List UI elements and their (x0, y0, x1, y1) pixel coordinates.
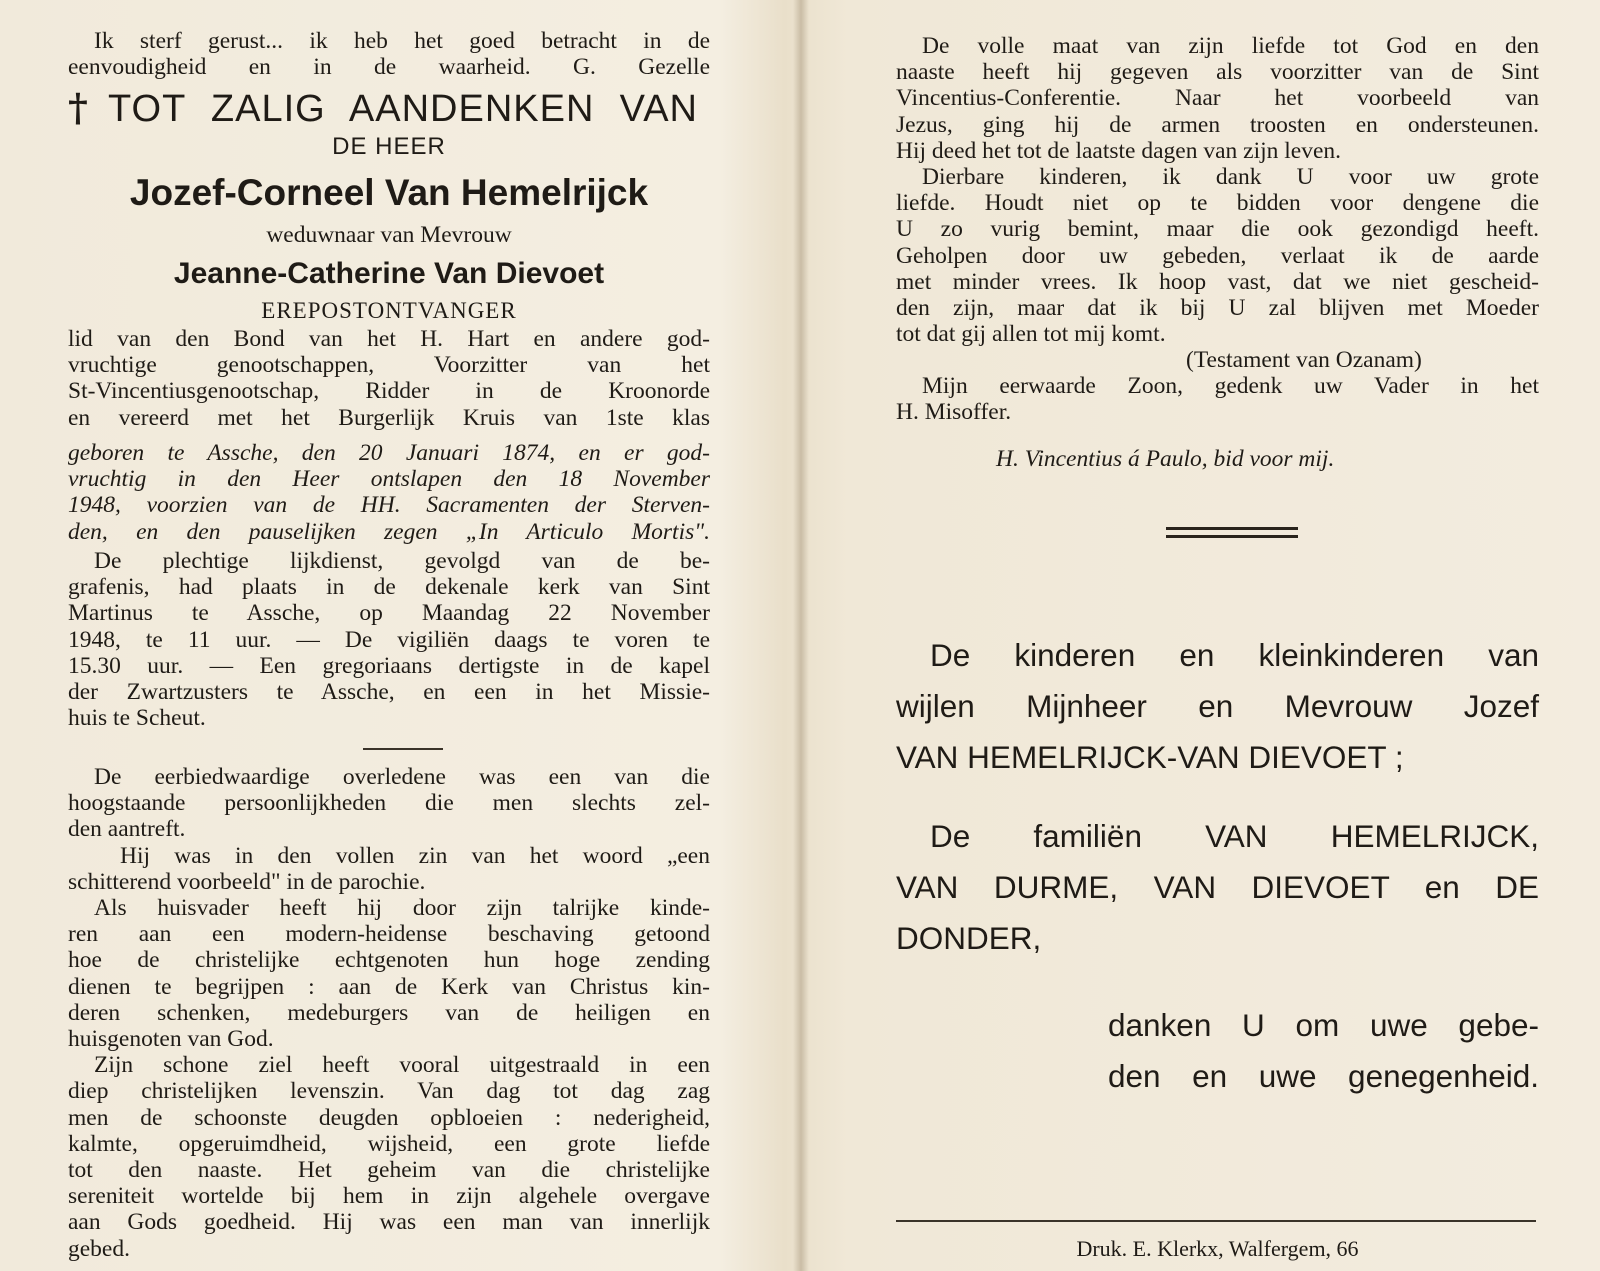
birth-death-line: vruchtig in den Heer ontslapen den 18 November (68, 466, 710, 493)
birth-death-line: 1948, voorzien van de HH. Sacramenten der Sterven- (68, 492, 710, 519)
testament-line: Dierbare kinderen, ik dank U voor uw grote (922, 164, 1539, 190)
family-block (896, 630, 1539, 783)
family-line: VAN HEMELRIJCK-VAN DIEVOET ; (896, 739, 1404, 775)
tribute-line: huisgenoten van God. (68, 1026, 274, 1053)
thanks-block (1108, 1000, 1539, 1102)
memberships-line: lid van den Bond van het H. Hart en andere god- (68, 326, 710, 352)
testament-line: den zijn, maar dat ik bij U zal blijven met Moeder (896, 295, 1539, 322)
cross-icon: † (68, 85, 89, 130)
honorific: DE HEER (332, 133, 446, 160)
testament-line: tot dat gij allen tot mij komt. (896, 321, 1166, 348)
families-line: DONDER, (896, 920, 1042, 956)
tribute-line: De eerbiedwaardige overledene was een van die (94, 764, 710, 790)
son-prayer (896, 373, 1539, 425)
family-line: wijlen Mijnheer en Mevrouw Jozef (896, 688, 1539, 724)
tribute-line: tot den naaste. Het geheim van die christelijke (68, 1157, 710, 1184)
birth-death-line: geboren te Assche, den 20 Januari 1874, en er god- (68, 440, 710, 466)
testament-line: U zo vurig bemint, maar die ook gezondigd heeft. (896, 216, 1539, 243)
testament-line: liefde. Houdt niet op te bidden voor dengene die (896, 190, 1539, 217)
tribute-line: Als huisvader heeft hij door zijn talrijke kinde- (94, 895, 710, 922)
families-block (896, 811, 1539, 964)
memberships (68, 326, 710, 431)
epigraph-line: Ik sterf gerust... ik heb het goed betracht in de (94, 28, 710, 54)
testament-line: met minder vrees. Ik hoop vast, dat we niet gescheid- (896, 268, 1539, 295)
epigraph-line: eenvoudigheid en in de waarheid. G. Gezelle (68, 54, 710, 81)
memorial-title: TOT ZALIG AANDENKEN VAN (108, 88, 698, 130)
memberships-line: St-Vincentiusgenootschap, Ridder in de Kroonorde (68, 378, 710, 405)
tribute-line: Hij was in den vollen zin van het woord „een (120, 842, 710, 869)
deceased-name: Jozef-Corneel Van Hemelrijck (129, 172, 649, 213)
ornamental-double-rule (1166, 527, 1298, 543)
tribute-line: aan Gods goedheid. Hij was een man van innerlijk (68, 1209, 710, 1236)
thanks-line: danken U om uwe gebe- (1108, 1007, 1539, 1043)
tribute-line: sereniteit wortelde bij hem in zijn algehele overgave (68, 1183, 710, 1210)
tribute-line: kalmte, opgeruimdheid, wijsheid, een grote liefde (68, 1130, 710, 1157)
charity-line: De volle maat van zijn liefde tot God en den (922, 33, 1539, 59)
memorial-heading (68, 86, 710, 131)
honorary-title: EREPOSTONTVANGER (261, 298, 517, 323)
funeral-line: der Zwartzusters te Assche, en een in het Missie- (68, 679, 710, 706)
tribute-line: Zijn schone ziel heeft vooral uitgestraald in een (94, 1052, 710, 1079)
widower-line: weduwnaar van Mevrouw (266, 222, 512, 248)
tribute-line: hoogstaande persoonlijkheden die men slechts zel- (68, 790, 710, 817)
tribute-line: gebed. (68, 1235, 130, 1262)
invocation: H. Vincentius á Paulo, bid voor mij. (996, 446, 1335, 472)
printer-imprint: Druk. E. Klerkx, Walfergem, 66 (1076, 1236, 1359, 1261)
tribute-line: schitterend voorbeeld" in de parochie. (68, 868, 426, 895)
funeral-line: huis te Scheut. (68, 705, 206, 732)
card-fold (793, 0, 809, 1271)
footer-rule (896, 1220, 1536, 1222)
tribute (68, 764, 710, 1262)
funeral-line: Martinus te Assche, op Maandag 22 November (68, 600, 710, 627)
funeral-line: grafenis, had plaats in de dekenale kerk van Sint (68, 574, 710, 601)
testament-source: (Testament van Ozanam) (1186, 347, 1422, 373)
funeral-line: 1948, te 11 uur. — De vigiliën daags te voren te (68, 626, 710, 653)
tribute-line: diep christelijken levenszin. Van dag tot dag zag (68, 1078, 710, 1105)
tribute-line: ren aan een modern-heidense beschaving getoond (68, 921, 710, 948)
birth-death (68, 440, 710, 545)
tribute-line: den aantreft. (68, 816, 186, 843)
testament-line: Geholpen door uw gebeden, verlaat ik de aarde (896, 242, 1539, 269)
tribute-line: deren schenken, medeburgers van de heiligen en (68, 999, 710, 1026)
birth-death-line: den, en den pauselijken zegen „In Articulo Mortis". (68, 518, 710, 545)
charity-line: naaste heeft hij gegeven als voorzitter van de Sint (896, 59, 1539, 86)
son-prayer-line: Mijn eerwaarde Zoon, gedenk uw Vader in het (922, 373, 1539, 399)
son-prayer-line: H. Misoffer. (896, 399, 1012, 426)
tribute-line: men de schoonste deugden opbloeien : nederigheid, (68, 1104, 710, 1131)
families-line: VAN DURME, VAN DIEVOET en DE (896, 869, 1539, 905)
charity-line: Vincentius-Conferentie. Naar het voorbeeld van (896, 85, 1539, 112)
memberships-line: en vereerd met het Burgerlijk Kruis van 1ste klas (68, 404, 710, 431)
charity-paragraph (896, 33, 1539, 164)
family-line: De kinderen en kleinkinderen van (930, 637, 1539, 673)
section-divider (363, 748, 443, 750)
funeral-line: 15.30 uur. — Een gregoriaans dertigste in de kapel (68, 652, 710, 679)
charity-line: Jezus, ging hij de armen troosten en ondersteunen. (896, 111, 1539, 138)
tribute-line: dienen te begrijpen : aan de Kerk van Christus kin- (68, 973, 710, 1000)
funeral-line: De plechtige lijkdienst, gevolgd van de be- (94, 548, 710, 574)
epigraph (68, 28, 710, 80)
memberships-line: vruchtige genootschappen, Voorzitter van het (68, 352, 710, 379)
tribute-line: hoe de christelijke echtgenoten hun hoge zending (68, 947, 710, 974)
charity-line: Hij deed het tot de laatste dagen van zijn leven. (896, 137, 1342, 164)
spouse-name: Jeanne-Catherine Van Dievoet (173, 257, 605, 290)
testament-paragraph (896, 164, 1539, 347)
funeral-details (68, 548, 710, 731)
thanks-line: den en uwe genegenheid. (1108, 1058, 1539, 1094)
families-line: De familiën VAN HEMELRIJCK, (930, 818, 1539, 854)
